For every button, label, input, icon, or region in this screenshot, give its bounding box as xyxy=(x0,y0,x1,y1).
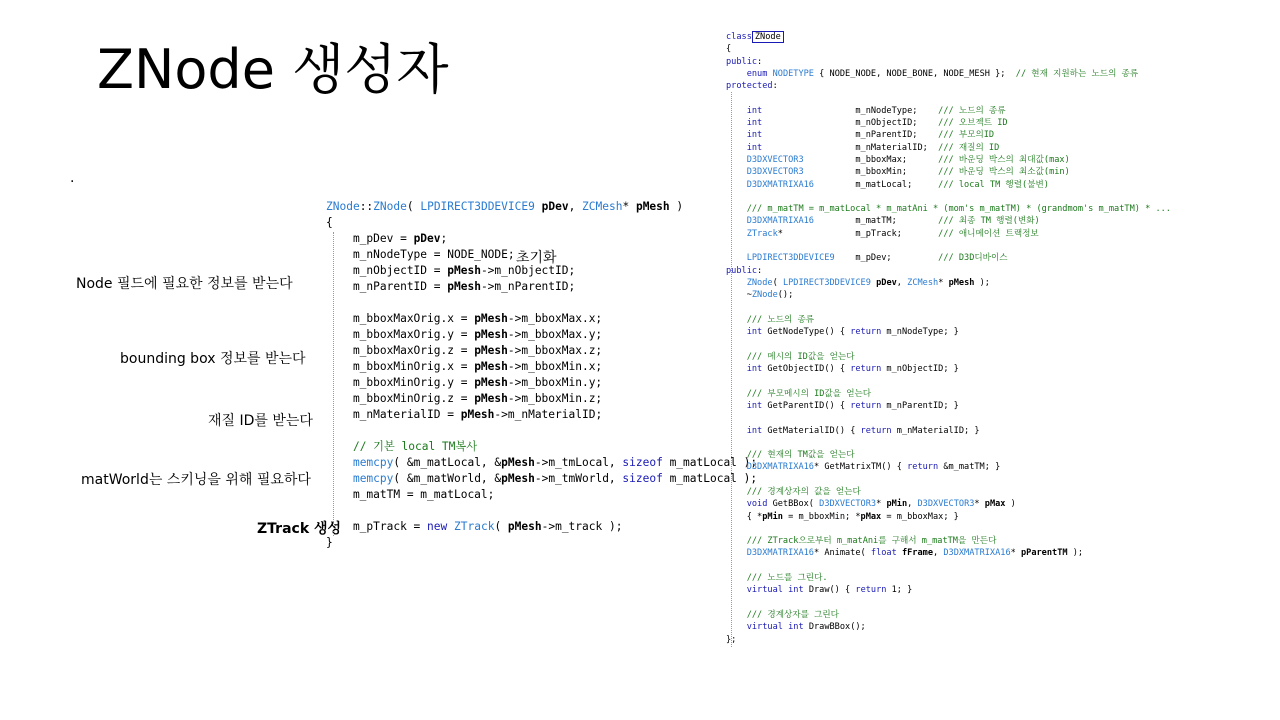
constructor-code-line xyxy=(326,295,757,311)
constructor-code-line xyxy=(326,423,757,439)
constructor-code-line: ZNode::ZNode( LPDIRECT3DDEVICE9 pDev, ZCMesh* pMesh ) xyxy=(326,200,684,213)
constructor-code-line: // 기본 local TM복사 xyxy=(352,440,478,453)
class-code-line xyxy=(726,523,1171,535)
class-code-line xyxy=(726,437,1171,449)
class-code-line: { *pMin = m_bboxMin; *pMax = m_bboxMax; } xyxy=(726,511,959,522)
class-code-line: D3DXMATRIXA16* Animate( float fFrame, D3DXMATRIXA16* pParentTM ); xyxy=(746,548,1084,559)
note-node-fields: Node 필드에 필요한 정보를 받는다 xyxy=(76,276,293,292)
class-code-line: D3DXMATRIXA16* GetMatrixTM() { return &m_matTM; } xyxy=(746,462,1001,473)
class-code-line xyxy=(726,302,1171,314)
class-code-line: int m_nNodeType; /// 노드의 종류 xyxy=(746,105,1006,116)
class-code-line: public: xyxy=(726,265,763,276)
class-code-line xyxy=(726,560,1171,572)
class-code-line: int m_nParentID; /// 부모의ID xyxy=(746,130,995,141)
class-code-line xyxy=(726,191,1171,203)
class-code-line: /// 메시의 ID값을 얻는다 xyxy=(746,351,855,362)
class-code-line xyxy=(726,92,1171,104)
class-declaration-code-block xyxy=(726,31,1171,646)
class-code-line xyxy=(726,412,1171,424)
class-code-line: ZNode( LPDIRECT3DDEVICE9 pDev, ZCMesh* pMesh ); xyxy=(746,277,990,288)
class-code-line: public: xyxy=(726,56,763,67)
note-bounding-box: bounding box 정보를 받는다 xyxy=(120,351,306,367)
class-code-line: /// 노드의 종류 xyxy=(746,314,815,325)
constructor-code-block xyxy=(326,199,757,551)
constructor-code-line xyxy=(326,503,757,519)
constructor-code-line: m_bboxMinOrig.x = pMesh->m_bboxMin.x; xyxy=(326,360,603,373)
constructor-code-line: m_bboxMinOrig.z = pMesh->m_bboxMin.z; xyxy=(326,392,603,405)
class-code-line: enum NODETYPE { NODE_NODE, NODE_BONE, NODE_MESH }; // 현재 지원하는 노드의 종류 xyxy=(746,68,1139,79)
class-code-line: int GetNodeType() { return m_nNodeType; } xyxy=(746,327,959,338)
class-code-line: int GetMaterialID() { return m_nMaterialID; } xyxy=(746,425,980,436)
class-code-line: }; xyxy=(726,634,737,645)
class-code-line: /// 경계상자의 값을 얻는다 xyxy=(746,486,861,497)
constructor-code-line: m_nParentID = pMesh->m_nParentID; xyxy=(326,280,576,293)
note-ztrack: ZTrack 생성 xyxy=(257,521,342,537)
class-code-line xyxy=(726,338,1171,350)
class-code-line: /// 노드를 그린다. xyxy=(746,573,828,584)
constructor-code-line: m_pTrack = new ZTrack( pMesh->m_track ); xyxy=(326,520,623,533)
class-code-line: /// 부모메시의 ID값을 얻는다 xyxy=(746,388,872,399)
class-code-line: void GetBBox( D3DXVECTOR3* pMin, D3DXVECTOR3* pMax ) xyxy=(746,499,1016,510)
constructor-code-line: memcpy( &m_matWorld, &pMesh->m_tmWorld, sizeof m_matLocal ); xyxy=(352,472,758,485)
constructor-code-line: m_bboxMaxOrig.y = pMesh->m_bboxMax.y; xyxy=(326,328,603,341)
class-code-line: /// m_matTM = m_matLocal * m_matAni * (mom's m_matTM) * (grandmom's m_matTM) * ... xyxy=(746,204,1171,215)
note-material-id: 재질 ID를 받는다 xyxy=(208,413,313,429)
class-code-line: virtual int DrawBBox(); xyxy=(746,622,866,633)
class-code-line: int m_nObjectID; /// 오브젝트 ID xyxy=(746,118,1008,129)
class-code-line: D3DXMATRIXA16 m_matTM; /// 최종 TM 행렬(변화) xyxy=(746,216,1040,227)
class-code-line: /// 현재의 TM값을 얻는다 xyxy=(746,450,855,461)
class-code-line xyxy=(726,240,1171,252)
constructor-code-line: memcpy( &m_matLocal, &pMesh->m_tmLocal, sizeof m_matLocal ); xyxy=(352,456,758,469)
constructor-code-line: m_nNodeType = NODE_NODE; xyxy=(326,248,515,261)
class-code-line: int GetObjectID() { return m_nObjectID; } xyxy=(746,364,959,375)
constructor-code-line: m_bboxMinOrig.y = pMesh->m_bboxMin.y; xyxy=(326,376,603,389)
constructor-code-line: } xyxy=(326,536,333,549)
class-code-line: /// ZTrack으로부터 m_matAni를 구해서 m_matTM을 만든다 xyxy=(746,536,997,547)
class-code-line: { xyxy=(726,44,732,55)
class-code-line: LPDIRECT3DDEVICE9 m_pDev; /// D3D디바이스 xyxy=(746,253,1008,264)
class-code-line: D3DXVECTOR3 m_bboxMin; /// 바운딩 박스의 최소값(min) xyxy=(746,167,1070,178)
class-code-line: D3DXVECTOR3 m_bboxMax; /// 바운딩 박스의 최대값(max) xyxy=(746,154,1070,165)
class-code-line: int GetParentID() { return m_nParentID; } xyxy=(746,400,959,411)
constructor-code-line: { xyxy=(326,216,333,229)
class-code-line: virtual int Draw() { return 1; } xyxy=(746,585,913,596)
constructor-code-line: m_bboxMaxOrig.z = pMesh->m_bboxMax.z; xyxy=(326,344,603,357)
constructor-code-line: m_matTM = m_matLocal; xyxy=(326,488,495,501)
class-code-line: ZTrack* m_pTrack; /// 애니메이션 트랙정보 xyxy=(746,228,1039,239)
constructor-code-line: m_nMaterialID = pMesh->m_nMaterialID; xyxy=(326,408,603,421)
class-code-line: protected: xyxy=(726,81,778,92)
class-code-line: /// 경계상자를 그린다 xyxy=(746,609,839,620)
class-code-line xyxy=(726,474,1171,486)
class-code-line xyxy=(726,597,1171,609)
constructor-code-line: m_nObjectID = pMesh->m_nObjectID; xyxy=(326,264,576,277)
class-code-line: D3DXMATRIXA16 m_matLocal; /// local TM 행렬(불변) xyxy=(746,179,1049,190)
class-code-line xyxy=(726,375,1171,387)
class-code-line: ~ZNode(); xyxy=(726,290,794,301)
note-init: 초기화 xyxy=(516,250,557,266)
slide-title: ZNode 생성자 xyxy=(97,38,449,101)
bullet-dot: . xyxy=(70,170,75,186)
constructor-code-line: m_bboxMaxOrig.x = pMesh->m_bboxMax.x; xyxy=(326,312,603,325)
class-code-line: int m_nMaterialID; /// 재질의 ID xyxy=(746,142,1000,153)
note-matworld: matWorld는 스키닝을 위해 필요하다 xyxy=(81,472,311,488)
constructor-code-line: m_pDev = pDev; xyxy=(326,232,448,245)
class-code-line: class ZNode xyxy=(726,31,1171,43)
